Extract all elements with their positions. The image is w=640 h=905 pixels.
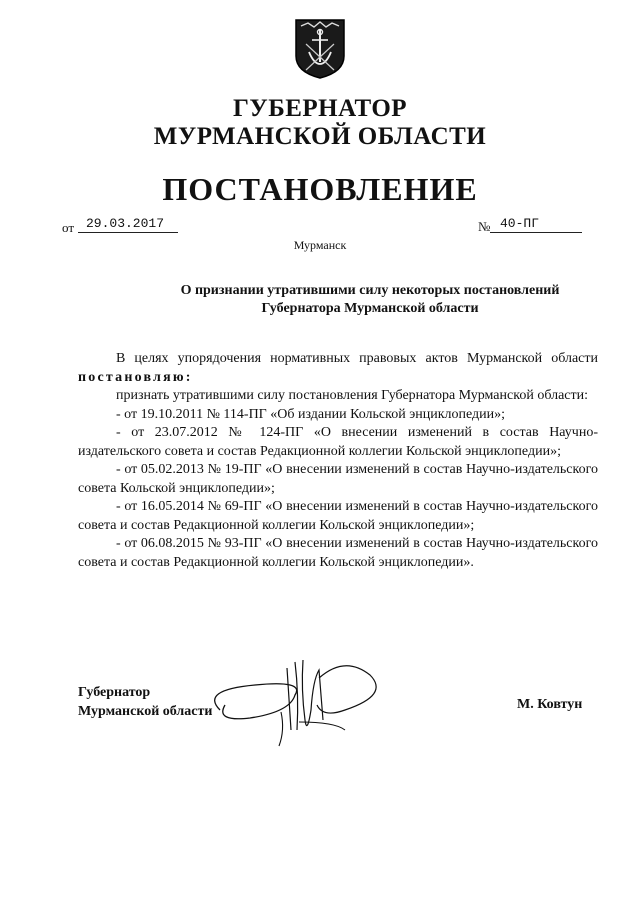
list-item: - от 23.07.2012 № 124-ПГ «О внесении изменений в состав Научно-издательского совета и состав Редакционной коллегии Кольской энциклопедии»; (78, 425, 598, 459)
city: Мурманск (293, 238, 347, 252)
resolve-paragraph: признать утратившими силу постановления Губернатора Мурманской области: (116, 388, 589, 403)
title-line-2: Губернатора Мурманской области (261, 301, 479, 316)
intro-text: В целях упорядочения нормативных правовых актов Мурманской области (116, 351, 598, 366)
issuer-line-1: ГУБЕРНАТОР (232, 95, 408, 122)
document-title (100, 282, 640, 318)
document-date: 29.03.2017 (78, 216, 178, 233)
title-line-1: О признании утратившими силу некоторых постановлений (180, 283, 560, 298)
coat-of-arms-icon (294, 18, 346, 80)
handwritten-signature (195, 650, 395, 750)
document-type: ПОСТАНОВЛЕНИЕ (162, 171, 478, 207)
list-item: - от 05.02.2013 № 19-ПГ «О внесении изменений в состав Научно-издательского совета Кольской энциклопедии»; (78, 462, 598, 496)
position-line-2: Мурманской области (78, 704, 213, 719)
number-label: № (478, 219, 491, 234)
issuer-line-2: МУРМАНСКОЙ ОБЛАСТИ (153, 123, 487, 150)
intro-paragraph (78, 350, 598, 387)
decree-word: постановляю: (78, 369, 193, 385)
list-item: - от 16.05.2014 № 69-ПГ «О внесении изменений в состав Научно-издательского совета и состав Редакционной коллегии Кольской энциклопедии»; (78, 499, 598, 533)
list-item: - от 19.10.2011 № 114-ПГ «Об издании Кольской энциклопедии»; (116, 406, 506, 422)
signatory-position (78, 683, 212, 721)
position-line-1: Губернатор (78, 685, 151, 700)
list-item: - от 06.08.2015 № 93-ПГ «О внесении изменений в состав Научно-издательского совета и состав Редакционной коллегии Кольской энциклопедии». (78, 536, 598, 570)
date-label: от (62, 220, 75, 235)
document-body (78, 350, 598, 572)
document-number: 40-ПГ (490, 216, 582, 233)
signatory-name: М. Ковтун (517, 697, 583, 712)
